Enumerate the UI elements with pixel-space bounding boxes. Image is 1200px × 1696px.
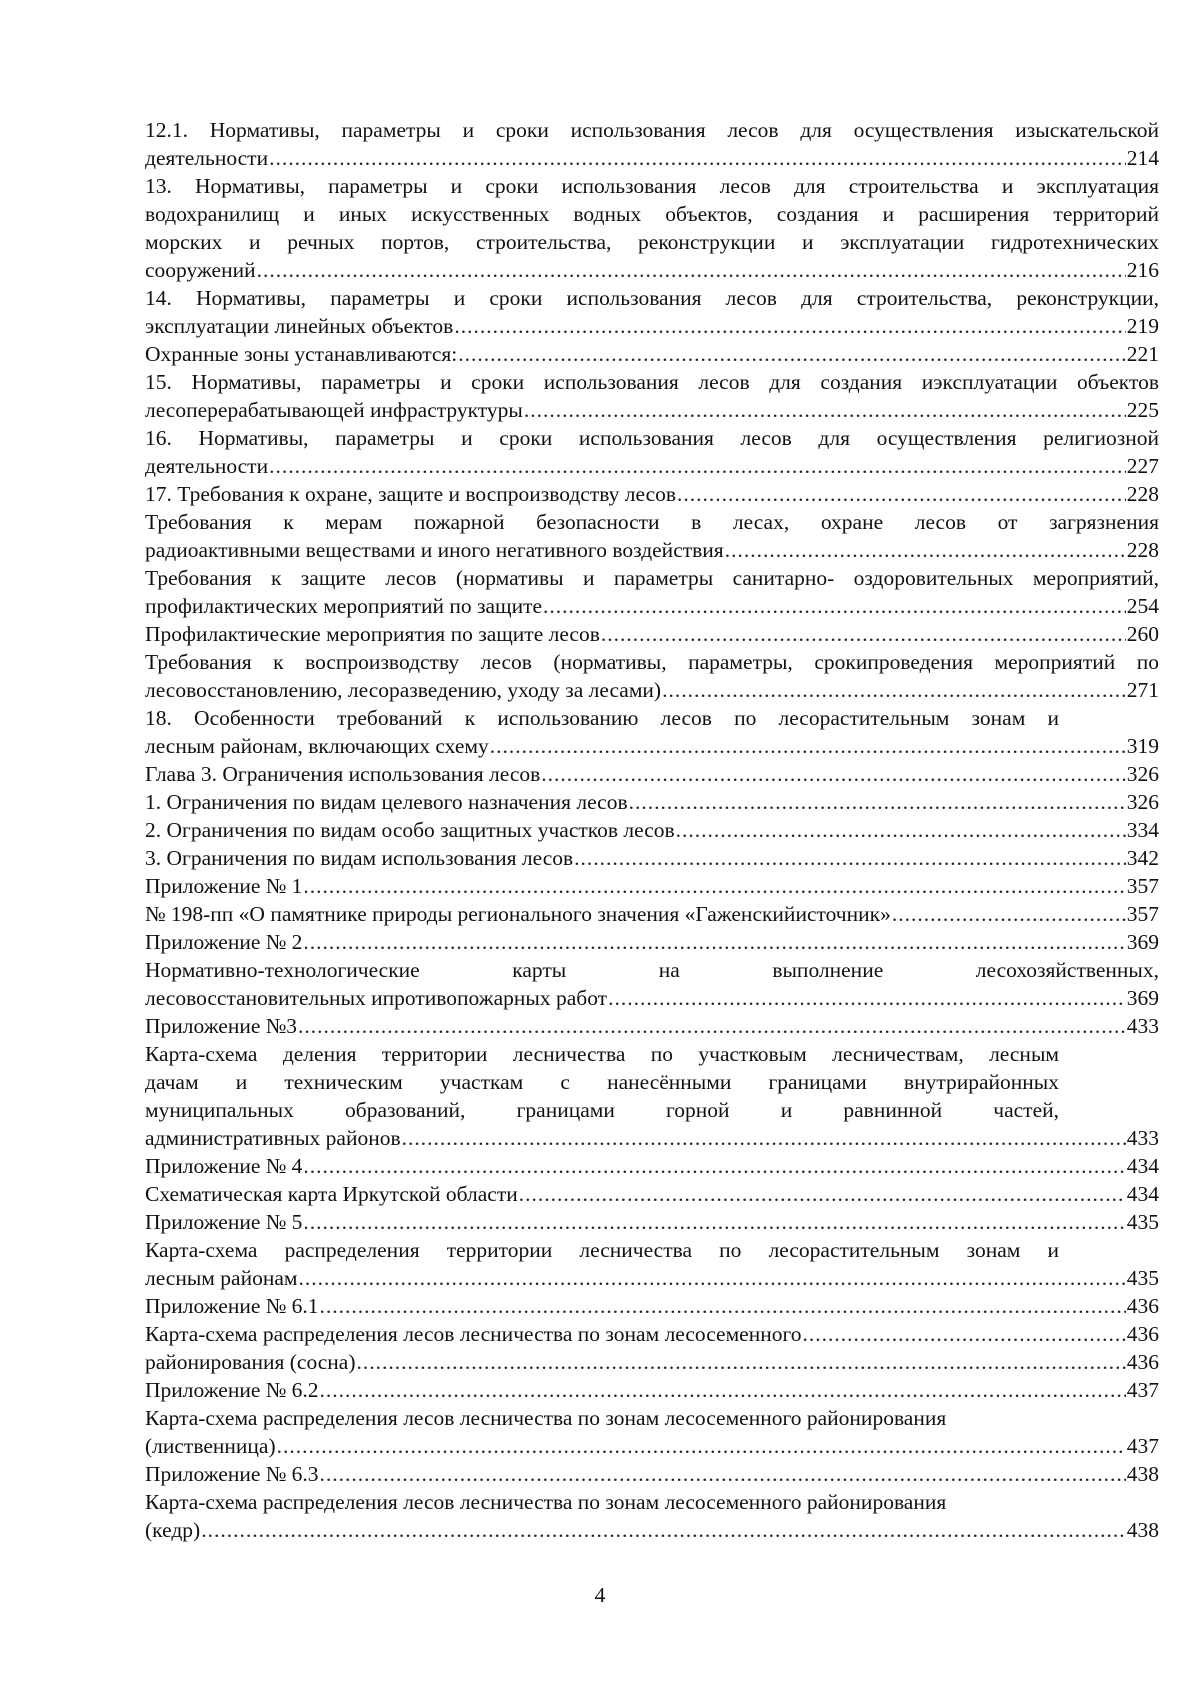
toc-entry-title: деятельности (145, 146, 269, 170)
toc-entry-title: Приложение № 1 (145, 874, 303, 898)
toc-entry[interactable] (145, 816, 1159, 844)
toc-entry-title: лесовосстановительных ипротивопожарных работ (145, 986, 608, 1010)
toc-entry[interactable] (145, 900, 1159, 928)
toc-entry[interactable] (145, 1180, 1159, 1208)
toc-entry-page-number: 433 (1126, 1126, 1159, 1150)
toc-entry[interactable] (145, 1012, 1159, 1040)
toc-entry-leader-line (145, 984, 1159, 1012)
dot-leader (201, 1516, 1126, 1544)
dot-leader (629, 788, 1126, 816)
toc-entry[interactable] (145, 508, 1159, 564)
toc-entry-leader-line (145, 620, 1159, 648)
toc-entry-leader-line (145, 1376, 1159, 1404)
toc-entry-leader-line (145, 144, 1159, 172)
toc-entry-title: Приложение № 5 (145, 1210, 303, 1234)
toc-entry[interactable] (145, 1376, 1159, 1404)
toc-entry-page-number: 438 (1126, 1518, 1159, 1542)
toc-entry-page-number: 369 (1126, 930, 1159, 954)
dot-leader (303, 928, 1125, 956)
dot-leader (803, 1320, 1126, 1348)
toc-entry-title: Приложение №3 (145, 1014, 298, 1038)
dot-leader (303, 1152, 1125, 1180)
dot-leader (257, 256, 1126, 284)
toc-entry-text-line: Карта-схема распределения территории лесничества по лесорастительным зонам и (145, 1238, 1059, 1262)
toc-entry-leader-line (145, 312, 1159, 340)
toc-entry-title: Охранные зоны устанавливаются: (145, 342, 458, 366)
toc-entry-page-number: 271 (1126, 678, 1159, 702)
toc-entry[interactable] (145, 1292, 1159, 1320)
toc-entry-text-line: 15. Нормативы, параметры и сроки использования лесов для создания иэксплуатации объектов (145, 370, 1159, 394)
dot-leader (277, 1432, 1126, 1460)
toc-entry[interactable] (145, 172, 1159, 284)
toc-entry[interactable] (145, 1488, 1159, 1544)
dot-leader (490, 732, 1126, 760)
toc-entry-leader-line (145, 1264, 1159, 1292)
dot-leader (541, 760, 1125, 788)
toc-entry-page-number: 436 (1126, 1350, 1159, 1374)
dot-leader (320, 1292, 1126, 1320)
table-of-contents (145, 116, 1159, 1544)
toc-entry-leader-line (145, 676, 1159, 704)
toc-entry[interactable] (145, 620, 1159, 648)
toc-entry-page-number: 437 (1126, 1378, 1159, 1402)
toc-entry[interactable] (145, 788, 1159, 816)
toc-entry-leader-line (145, 396, 1159, 424)
toc-entry-page-number: 438 (1126, 1462, 1159, 1486)
dot-leader (320, 1460, 1126, 1488)
dot-leader (608, 984, 1126, 1012)
toc-entry[interactable] (145, 1236, 1159, 1292)
toc-entry-page-number: 435 (1126, 1210, 1159, 1234)
toc-entry-text-line: 14. Нормативы, параметры и сроки использования лесов для строительства, реконструкции, (145, 286, 1159, 310)
toc-entry[interactable] (145, 956, 1159, 1012)
toc-entry[interactable] (145, 1460, 1159, 1488)
toc-entry-title: Приложение № 4 (145, 1154, 303, 1178)
toc-entry-page-number: 216 (1126, 258, 1159, 282)
toc-entry-title: Профилактические мероприятия по защите лесов (145, 622, 600, 646)
toc-entry-title: Карта-схема распределения лесов лесничества по зонам лесосеменного (145, 1322, 802, 1346)
dot-leader (298, 1264, 1125, 1292)
toc-entry-title: Приложение № 6.2 (145, 1378, 319, 1402)
dot-leader (574, 844, 1126, 872)
toc-entry-page-number: 436 (1126, 1294, 1159, 1318)
toc-entry-title: деятельности (145, 454, 269, 478)
toc-entry-leader-line (145, 760, 1159, 788)
toc-entry-leader-line (145, 1348, 1159, 1376)
toc-entry[interactable] (145, 564, 1159, 620)
toc-entry-text-line: 12.1. Нормативы, параметры и сроки использования лесов для осуществления изыскательской (145, 118, 1159, 142)
toc-entry-page-number: 219 (1126, 314, 1159, 338)
toc-entry-text-line: Требования к мерам пожарной безопасности в лесах, охране лесов от загрязнения (145, 510, 1159, 534)
toc-entry[interactable] (145, 1208, 1159, 1236)
dot-leader (677, 480, 1126, 508)
toc-entry-text-line: Нормативно-технологические карты на выполнение лесохозяйственных, (145, 958, 1159, 982)
toc-entry-page-number: 214 (1126, 146, 1159, 170)
dot-leader (402, 1124, 1126, 1152)
toc-entry-title: (кедр) (145, 1518, 201, 1542)
toc-entry-title: лесоперерабатывающей инфраструктуры (145, 398, 523, 422)
toc-entry-title: 17. Требования к охране, защите и воспроизводству лесов (145, 482, 677, 506)
dot-leader (601, 620, 1126, 648)
toc-entry-leader-line (145, 1152, 1159, 1180)
dot-leader (454, 312, 1125, 340)
toc-entry-title: сооружений (145, 258, 256, 282)
toc-entry[interactable] (145, 1152, 1159, 1180)
toc-entry-page-number: 357 (1126, 902, 1159, 926)
toc-entry-page-number: 221 (1126, 342, 1159, 366)
toc-entry-title: № 198-пп «О памятнике природы регионального значения «Гаженскийисточник» (145, 902, 891, 926)
toc-entry-leader-line (145, 1124, 1159, 1152)
toc-entry-title: радиоактивными веществами и иного негативного воздействия (145, 538, 724, 562)
toc-entry-text-line: водохранилищ и иных искусственных водных объектов, создания и расширения территорий (145, 202, 1159, 226)
toc-entry-page-number: 437 (1126, 1434, 1159, 1458)
dot-leader (357, 1348, 1126, 1376)
toc-entry-leader-line (145, 872, 1159, 900)
toc-entry[interactable] (145, 284, 1159, 340)
toc-entry[interactable] (145, 116, 1159, 172)
toc-entry[interactable] (145, 928, 1159, 956)
toc-entry-leader-line (145, 1012, 1159, 1040)
toc-entry[interactable] (145, 480, 1159, 508)
toc-entry-leader-line (145, 1292, 1159, 1320)
toc-entry-leader-line (145, 1320, 1159, 1348)
toc-entry[interactable] (145, 1348, 1159, 1376)
toc-entry-title: районирования (сосна) (145, 1350, 356, 1374)
toc-entry-leader-line (145, 340, 1159, 368)
toc-entry-page-number: 225 (1126, 398, 1159, 422)
toc-entry[interactable] (145, 1404, 1159, 1460)
toc-entry-leader-line (145, 1516, 1159, 1544)
toc-entry-page-number: 342 (1126, 846, 1159, 870)
toc-entry-title: Схематическая карта Иркутской области (145, 1182, 518, 1206)
toc-entry-text-line: 13. Нормативы, параметры и сроки использования лесов для строительства и эксплуатация (145, 174, 1159, 198)
toc-entry-page-number: 227 (1126, 454, 1159, 478)
toc-entry-page-number: 369 (1126, 986, 1159, 1010)
toc-entry-leader-line (145, 480, 1159, 508)
toc-entry-leader-line (145, 732, 1159, 760)
toc-entry-title: Глава 3. Ограничения использования лесов (145, 762, 541, 786)
toc-entry[interactable] (145, 760, 1159, 788)
toc-entry-page-number: 434 (1126, 1182, 1159, 1206)
toc-entry-title: 2. Ограничения по видам особо защитных участков лесов (145, 818, 675, 842)
dot-leader (298, 1012, 1126, 1040)
toc-entry-leader-line (145, 256, 1159, 284)
toc-entry-leader-line (145, 452, 1159, 480)
toc-entry[interactable] (145, 1320, 1159, 1348)
toc-entry-leader-line (145, 928, 1159, 956)
toc-entry[interactable] (145, 424, 1159, 480)
dot-leader (543, 592, 1126, 620)
toc-entry-text-line: 18. Особенности требований к использованию лесов по лесорастительным зонам и (145, 706, 1059, 730)
toc-entry-leader-line (145, 592, 1159, 620)
toc-entry[interactable] (145, 704, 1159, 760)
dot-leader (269, 452, 1126, 480)
toc-entry-text-line: Требования к защите лесов (нормативы и параметры санитарно- оздоровительных мероприятий, (145, 566, 1159, 590)
toc-entry-leader-line (145, 788, 1159, 816)
toc-entry-title: профилактических мероприятий по защите (145, 594, 543, 618)
toc-entry[interactable] (145, 844, 1159, 872)
toc-entry-text-line: морских и речных портов, строительства, реконструкции и эксплуатации гидротехнических (145, 230, 1159, 254)
toc-entry-page-number: 228 (1126, 482, 1159, 506)
toc-entry-text-line: Карта-схема распределения лесов лесничества по зонам лесосеменного районирования (145, 1406, 947, 1430)
dot-leader (524, 396, 1126, 424)
dot-leader (892, 900, 1126, 928)
toc-entry[interactable] (145, 648, 1159, 704)
toc-entry-title: Приложение № 6.3 (145, 1462, 319, 1486)
toc-entry-leader-line (145, 844, 1159, 872)
toc-entry[interactable] (145, 1040, 1159, 1152)
dot-leader (269, 144, 1126, 172)
toc-entry-page-number: 254 (1126, 594, 1159, 618)
toc-entry-text-line: Требования к воспроизводству лесов (нормативы, параметры, срокипроведения мероприятий по (145, 650, 1159, 674)
toc-entry-title: административных районов (145, 1126, 401, 1150)
toc-entry-page-number: 434 (1126, 1154, 1159, 1178)
toc-entry-page-number: 334 (1126, 818, 1159, 842)
dot-leader (676, 816, 1126, 844)
toc-entry[interactable] (145, 368, 1159, 424)
dot-leader (303, 1208, 1125, 1236)
toc-entry[interactable] (145, 872, 1159, 900)
toc-entry-title: (лиственница) (145, 1434, 276, 1458)
toc-entry-title: 1. Ограничения по видам целевого назначения лесов (145, 790, 628, 814)
toc-entry-page-number: 357 (1126, 874, 1159, 898)
dot-leader (303, 872, 1125, 900)
toc-entry-title: Приложение № 6.1 (145, 1294, 319, 1318)
toc-entry-leader-line (145, 536, 1159, 564)
toc-entry-title: лесным районам (145, 1266, 298, 1290)
toc-entry-text-line: Карта-схема деления территории лесничества по участковым лесничествам, лесным (145, 1042, 1059, 1066)
toc-entry-title: 3. Ограничения по видам использования лесов (145, 846, 574, 870)
toc-entry-leader-line (145, 1180, 1159, 1208)
toc-entry-text-line: дачам и техническим участкам с нанесёнными границами внутрирайонных (145, 1070, 1059, 1094)
toc-entry-text-line: муниципальных образований, границами горной и равнинной частей, (145, 1098, 1059, 1122)
dot-leader (725, 536, 1126, 564)
toc-entry-title: лесным районам, включающих схему (145, 734, 489, 758)
toc-entry-page-number: 326 (1126, 790, 1159, 814)
toc-entry[interactable] (145, 340, 1159, 368)
dot-leader (458, 340, 1125, 368)
toc-entry-page-number: 260 (1126, 622, 1159, 646)
page-number: 4 (594, 1583, 606, 1607)
toc-entry-title: эксплуатации линейных объектов (145, 314, 454, 338)
toc-entry-leader-line (145, 900, 1159, 928)
toc-entry-page-number: 326 (1126, 762, 1159, 786)
dot-leader (320, 1376, 1126, 1404)
toc-entry-leader-line (145, 1208, 1159, 1236)
toc-entry-text-line: Карта-схема распределения лесов лесничества по зонам лесосеменного районирования (145, 1490, 947, 1514)
toc-entry-page-number: 435 (1126, 1266, 1159, 1290)
toc-entry-leader-line (145, 1432, 1159, 1460)
dot-leader (519, 1180, 1126, 1208)
dot-leader (662, 676, 1126, 704)
toc-entry-leader-line (145, 1460, 1159, 1488)
toc-entry-text-line: 16. Нормативы, параметры и сроки использования лесов для осуществления религиозной (145, 426, 1159, 450)
toc-entry-title: Приложение № 2 (145, 930, 303, 954)
toc-entry-page-number: 433 (1126, 1014, 1159, 1038)
toc-entry-page-number: 319 (1126, 734, 1159, 758)
toc-entry-title: лесовосстановлению, лесоразведению, уходу за лесами) (145, 678, 662, 702)
toc-entry-leader-line (145, 816, 1159, 844)
toc-entry-page-number: 228 (1126, 538, 1159, 562)
toc-entry-page-number: 436 (1126, 1322, 1159, 1346)
